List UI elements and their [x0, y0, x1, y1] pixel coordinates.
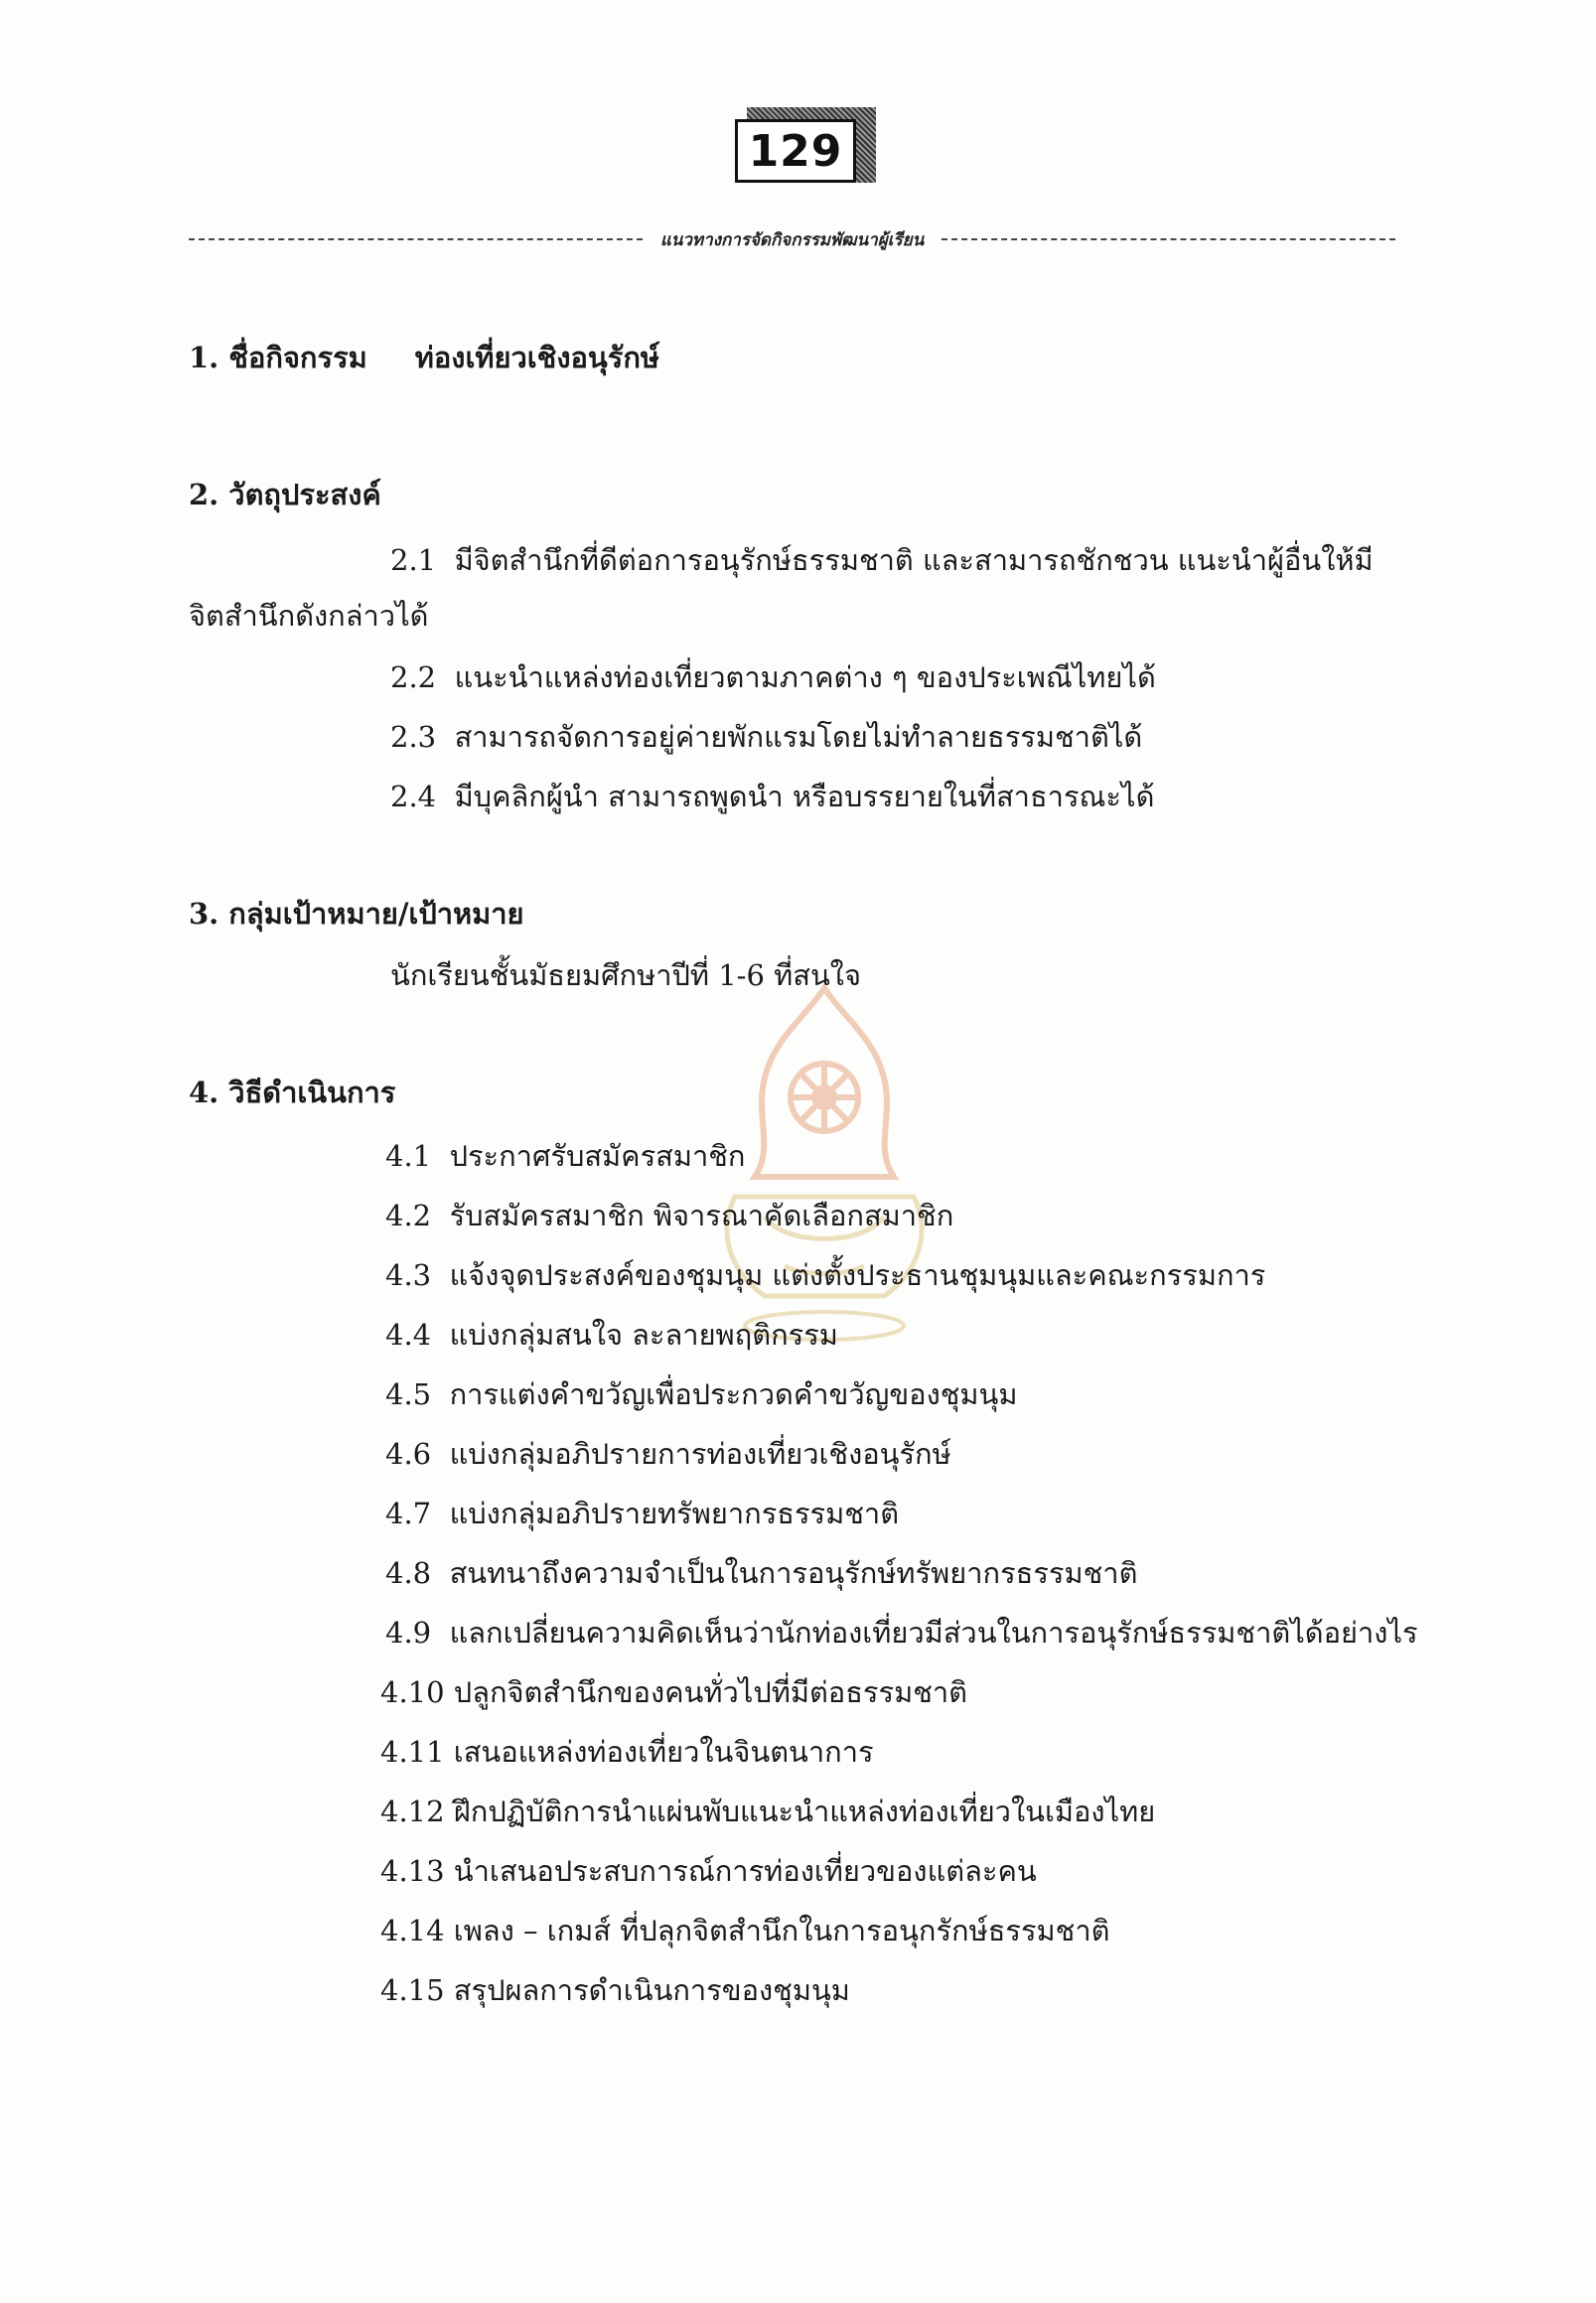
procedure-number: 4.12 — [380, 1795, 445, 1828]
procedure-text: แบ่งกลุ่มอภิปรายการท่องเที่ยวเชิงอนุรักษ์ — [449, 1437, 951, 1471]
procedure-item — [385, 1374, 1018, 1414]
section-1-heading — [189, 338, 659, 377]
procedure-item — [385, 1196, 953, 1235]
objective-item — [390, 657, 1156, 697]
procedure-text: ประกาศรับสมัครสมาชิก — [449, 1139, 746, 1173]
procedure-number: 4.10 — [380, 1675, 445, 1709]
objective-item — [390, 540, 1374, 580]
section-3-label: กลุ่มเป้าหมาย/เป้าหมาย — [228, 897, 524, 931]
procedure-item — [380, 1792, 1155, 1831]
procedure-number: 4.14 — [380, 1914, 445, 1947]
procedure-text: เพลง – เกมส์ ที่ปลุกจิตสำนึกในการอนุกรักษ์ธรรมชาติ — [453, 1914, 1110, 1947]
running-header — [189, 224, 1395, 254]
section-2-label: วัตถุประสงค์ — [228, 478, 381, 511]
procedure-number: 4.2 — [385, 1199, 432, 1232]
procedure-text: เสนอแหล่งท่องเที่ยวในจินตนาการ — [453, 1735, 874, 1769]
objective-number: 2.1 — [390, 543, 437, 577]
procedure-item — [380, 1732, 874, 1772]
procedure-item — [385, 1494, 899, 1533]
objective-text: มีบุคลิกผู้นำ สามารถพูดนำ หรือบรรยายในที่สาธารณะได้ — [454, 780, 1155, 813]
objective-text-continued: จิตสำนึกดังกล่าวได้ — [189, 599, 429, 633]
procedure-item — [385, 1255, 1265, 1295]
page-number: 129 — [735, 119, 856, 183]
procedure-number: 4.6 — [385, 1437, 432, 1471]
section-1-label: ชื่อกิจกรรม — [228, 341, 367, 374]
objective-item-continued — [189, 596, 429, 636]
procedure-text: แบ่งกลุ่มอภิปรายทรัพยากรธรรมชาติ — [449, 1497, 900, 1530]
header-rule-right — [942, 238, 1395, 240]
procedure-number: 4.13 — [380, 1854, 445, 1888]
running-header-title: แนวทางการจัดกิจกรรมพัฒนาผู้เรียน — [659, 229, 925, 250]
section-2-number: 2. — [189, 478, 219, 511]
activity-name: ท่องเที่ยวเชิงอนุรักษ์ — [414, 341, 660, 374]
objective-number: 2.4 — [390, 780, 437, 813]
procedure-text: ฝึกปฏิบัติการนำแผ่นพับแนะนำแหล่งท่องเที่ยวในเมืองไทย — [453, 1795, 1156, 1828]
procedure-number: 4.7 — [385, 1497, 432, 1530]
procedure-number: 4.11 — [380, 1735, 445, 1769]
objective-number: 2.3 — [390, 720, 437, 754]
section-2-heading — [189, 475, 381, 514]
objective-number: 2.2 — [390, 660, 437, 694]
procedure-text: การแต่งคำขวัญเพื่อประกวดคำขวัญของชุมนุม — [449, 1377, 1018, 1411]
procedure-text: แลกเปลี่ยนความคิดเห็นว่านักท่องเที่ยวมีส่วนในการอนุรักษ์ธรรมชาติได้อย่างไร — [449, 1616, 1418, 1650]
procedure-text: แจ้งจุดประสงค์ของชุมนุม แต่งตั้งประธานชุมนุมและคณะกรรมการ — [449, 1258, 1266, 1292]
procedure-text: นำเสนอประสบการณ์การท่องเที่ยวของแต่ละคน — [453, 1854, 1037, 1888]
procedure-number: 4.4 — [385, 1318, 432, 1352]
procedure-item — [385, 1613, 1418, 1653]
procedure-item — [380, 1672, 967, 1712]
procedure-text: สนทนาถึงความจำเป็นในการอนุรักษ์ทรัพยากรธรรมชาติ — [449, 1556, 1138, 1590]
procedure-text: รับสมัครสมาชิก พิจารณาคัดเลือกสมาชิก — [449, 1199, 954, 1232]
section-4-heading — [189, 1073, 395, 1112]
procedure-item — [380, 1851, 1037, 1891]
objective-text: แนะนำแหล่งท่องเที่ยวตามภาคต่าง ๆ ของประเพณีไทยได้ — [454, 660, 1156, 694]
section-4-label: วิธีดำเนินการ — [228, 1076, 396, 1109]
procedure-number: 4.15 — [380, 1973, 445, 2007]
procedure-number: 4.5 — [385, 1377, 432, 1411]
procedure-number: 4.8 — [385, 1556, 432, 1590]
section-4-number: 4. — [189, 1076, 219, 1109]
procedure-item — [380, 1970, 850, 2010]
procedure-number: 4.3 — [385, 1258, 432, 1292]
objective-item — [390, 717, 1142, 757]
procedure-text: ปลูกจิตสำนึกของคนทั่วไปที่มีต่อธรรมชาติ — [453, 1675, 967, 1709]
procedure-item — [385, 1136, 746, 1176]
procedure-item — [385, 1434, 951, 1474]
procedure-text: สรุปผลการดำเนินการของชุมนุม — [453, 1973, 850, 2007]
header-rule-left — [189, 238, 643, 240]
procedure-number: 4.1 — [385, 1139, 432, 1173]
page-number-badge — [735, 107, 874, 193]
objective-text: สามารถจัดการอยู่ค่ายพักแรมโดยไม่ทำลายธรรมชาติได้ — [454, 720, 1143, 754]
procedure-item — [385, 1315, 838, 1355]
procedure-number: 4.9 — [385, 1616, 432, 1650]
procedure-item — [380, 1911, 1109, 1950]
procedure-text: แบ่งกลุ่มสนใจ ละลายพฤติกรรม — [449, 1318, 838, 1352]
section-3-number: 3. — [189, 897, 219, 931]
section-1-number: 1. — [189, 341, 219, 374]
objective-text: มีจิตสำนึกที่ดีต่อการอนุรักษ์ธรรมชาติ และสามารถชักชวน แนะนำผู้อื่นให้มี — [454, 543, 1374, 577]
section-3-heading — [189, 894, 524, 934]
procedure-item — [385, 1553, 1137, 1593]
target-group-text: นักเรียนชั้นมัธยมศึกษาปีที่ 1-6 ที่สนใจ — [390, 958, 861, 992]
objective-item — [390, 777, 1154, 816]
